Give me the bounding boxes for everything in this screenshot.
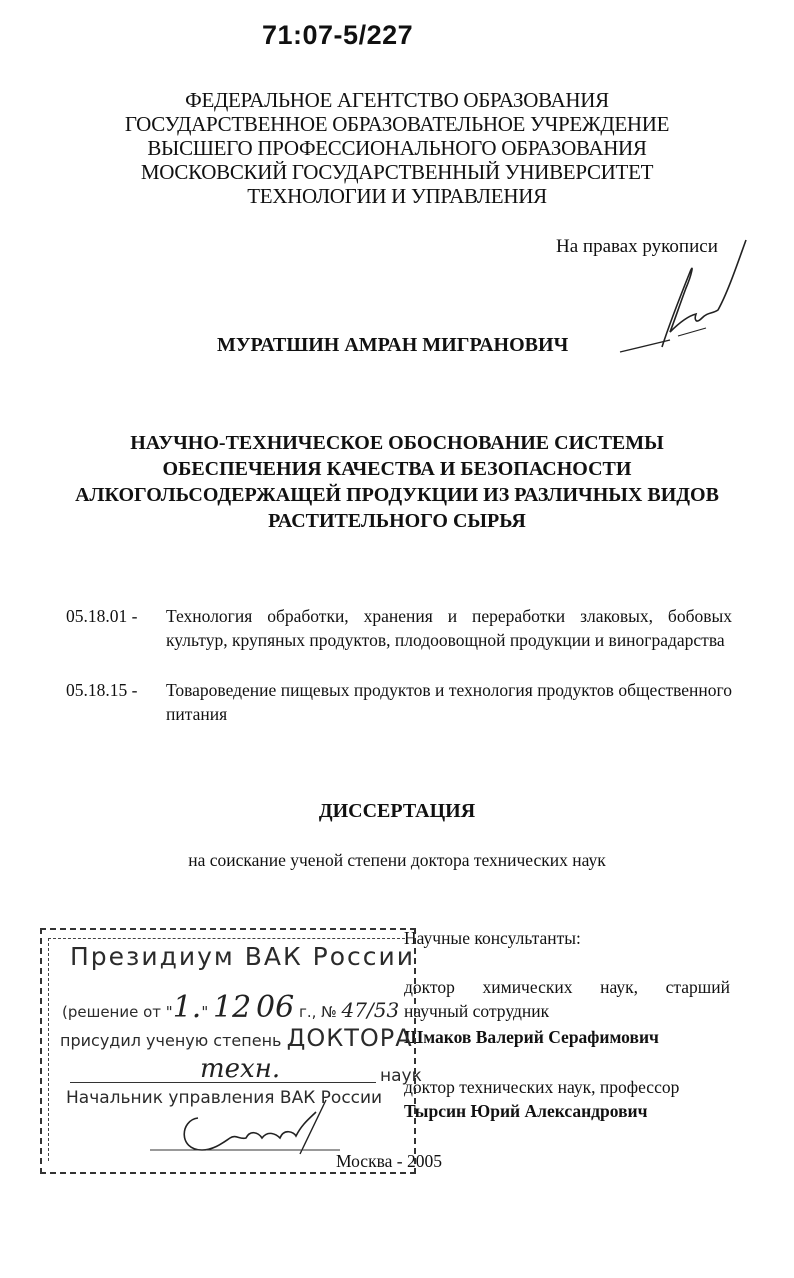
author-signature [600,232,750,362]
document-type: ДИССЕРТАЦИЯ [318,800,476,822]
stamp-field-handwritten: техн. [200,1054,281,1084]
consultant-1-degree: доктор химических наук, старший [404,977,730,997]
org-line: ВЫСШЕГО ПРОФЕССИОНАЛЬНОГО ОБРАЗОВАНИЯ [147,136,647,160]
stamp-line-1: Президиум ВАК России [70,942,416,971]
dissertation-title [0,430,794,534]
decision-number: 47/53 [341,998,400,1022]
decision-year: 06 [255,990,295,1025]
stamp-signature [150,1098,350,1158]
consultants-heading: Научные консультанты: [404,928,581,948]
stamp-field-suffix: наук [380,1066,422,1086]
stamp-field-underline [70,1082,376,1083]
stamp-degree-word: ДОКТОРА [286,1024,413,1052]
organization-header [0,88,794,208]
specialty-code: 05.18.15 - [66,680,138,700]
stamp-decision: (решение от "1." 12 06 г., № 47/53 [62,990,400,1025]
author-name: МУРАТШИН АМРАН МИГРАНОВИЧ [217,334,569,356]
registry-number: 71:07-5/227 [262,20,414,50]
consultant-2-degree: доктор технических наук, профессор [404,1077,680,1097]
consultants-block [404,926,730,1123]
degree-line: на соискание ученой степени доктора технических наук [188,850,606,870]
specialty-code: 05.18.01 - [66,606,138,626]
consultant-1-name: Шмаков Валерий Серафимович [404,1027,659,1047]
org-line: ФЕДЕРАЛЬНОЕ АГЕНТСТВО ОБРАЗОВАНИЯ [185,88,609,112]
specialty-text: Товароведение пищевых продуктов и технология продуктов общественного питания [166,680,732,724]
title-line: АЛКОГОЛЬСОДЕРЖАЩЕЙ ПРОДУКЦИИ ИЗ РАЗЛИЧНЫХ ВИДОВ [75,484,719,506]
title-line: ОБЕСПЕЧЕНИЯ КАЧЕСТВА И БЕЗОПАСНОСТИ [162,458,632,480]
stamp-awarded: присудил ученую степень ДОКТОРА [60,1024,413,1052]
title-line: РАСТИТЕЛЬНОГО СЫРЬЯ [268,510,526,532]
decision-month: 12 [213,990,252,1025]
city-year: Москва - 2005 [336,1151,442,1171]
title-line: НАУЧНО-ТЕХНИЧЕСКОЕ ОБОСНОВАНИЕ СИСТЕМЫ [130,432,664,454]
specialty-2 [66,678,732,726]
org-line: ГОСУДАРСТВЕННОЕ ОБРАЗОВАТЕЛЬНОЕ УЧРЕЖДЕНИЕ [124,112,670,136]
org-line: ТЕХНОЛОГИИ И УПРАВЛЕНИЯ [247,184,547,208]
stamp-head: Начальник управления ВАК России [66,1088,383,1108]
decision-day: 1. [172,990,202,1025]
consultant-1-degree-cont: научный сотрудник [404,1001,550,1021]
specialty-text: Технология обработки, хранения и переработки злаковых, бобовых культур, крупяных продуктов, плодоовощной продукции и виноградарства [166,606,732,650]
specialty-1 [66,604,732,652]
org-line: МОСКОВСКИЙ ГОСУДАРСТВЕННЫЙ УНИВЕРСИТЕТ [140,160,654,184]
consultant-2-name: Тырсин Юрий Александрович [404,1101,648,1121]
rights-note: На правах рукописи [556,236,718,257]
